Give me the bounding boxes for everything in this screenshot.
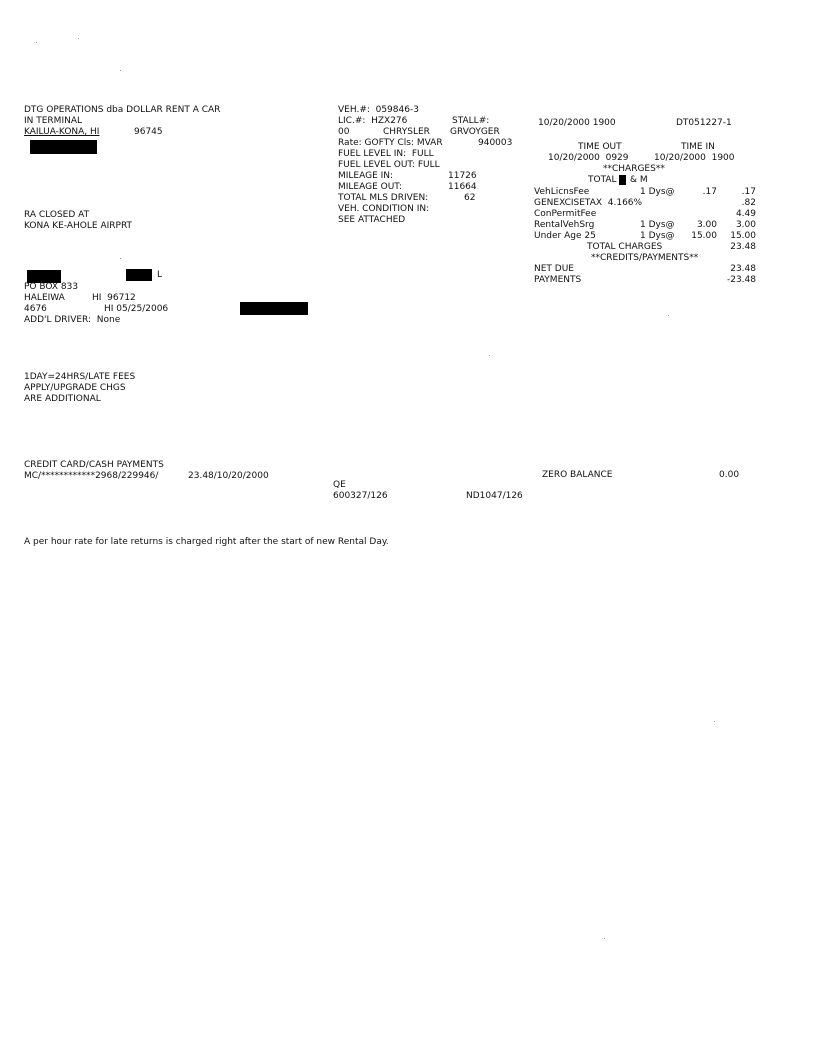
company-city: KAILUA-KONA, HI [24, 127, 100, 137]
charge-row [534, 220, 756, 231]
charge-rate: 3.00 [696, 220, 717, 230]
charge-qty: 1 Dys@ [640, 231, 675, 241]
scan-speck [489, 355, 490, 356]
charge-amount: .17 [741, 187, 756, 197]
scan-speck [604, 938, 605, 939]
payments-row [534, 275, 756, 286]
total-tm-label-suffix: & M [630, 175, 648, 185]
rate-code: 940003 [478, 138, 513, 148]
stall-number: STALL#: [452, 116, 490, 126]
scan-speck [120, 70, 121, 71]
mileage-out-label: MILEAGE OUT: [338, 182, 402, 192]
renter-initial: L [157, 270, 163, 280]
renter-city: HALEIWA [24, 293, 65, 303]
payments-amount: -23.48 [726, 275, 756, 285]
scan-speck [120, 258, 121, 259]
footer-code: 600327/126 [333, 491, 388, 501]
total-miles-label: TOTAL MLS DRIVEN: [338, 193, 429, 203]
charges-table [534, 187, 756, 286]
mileage-out: 11664 [448, 182, 477, 192]
time-in: 10/20/2000 1900 [654, 153, 735, 163]
charge-row [534, 187, 756, 198]
charge-row [534, 209, 756, 220]
payment-amount-date: 23.48/10/20/2000 [188, 471, 269, 481]
credits-heading: **CREDITS/PAYMENTS** [591, 253, 699, 263]
charge-rate: .17 [702, 187, 717, 197]
charge-label: RentalVehSrg [534, 220, 595, 230]
license-number: LIC.#: HZX276 [338, 116, 408, 126]
charge-amount: .82 [741, 198, 756, 208]
redaction-bar [619, 175, 626, 185]
condition-value: SEE ATTACHED [338, 215, 406, 225]
qe-code: QE [333, 480, 346, 490]
company-location: IN TERMINAL [24, 116, 83, 126]
charge-qty: 1 Dys@ [640, 187, 675, 197]
total-miles: 62 [464, 193, 476, 203]
terms-line: ARE ADDITIONAL [24, 394, 101, 404]
condition-label: VEH. CONDITION IN: [338, 204, 430, 214]
mileage-in-label: MILEAGE IN: [338, 171, 394, 181]
charge-label: ConPermitFee [534, 209, 597, 219]
payments-heading: CREDIT CARD/CASH PAYMENTS [24, 460, 164, 470]
time-out: 10/20/2000 0929 [548, 153, 629, 163]
payments-label: PAYMENTS [534, 275, 582, 285]
renter-address: PO BOX 833 [24, 282, 79, 292]
charge-label: GENEXCISETAX 4.166% [534, 198, 643, 208]
company-name: DTG OPERATIONS dba DOLLAR RENT A CAR [24, 105, 221, 115]
time-out-label: TIME OUT [578, 142, 622, 152]
rate-class: Rate: GOFTY Cls: MVAR [338, 138, 443, 148]
time-in-label: TIME IN [681, 142, 715, 152]
renter-id-prefix: 4676 [24, 304, 47, 314]
ra-closed-label: RA CLOSED AT [24, 210, 90, 220]
total-tm-label: TOTAL [588, 175, 617, 185]
charge-rate: 15.00 [691, 231, 717, 241]
redaction-bar [30, 140, 97, 154]
terms-line: APPLY/UPGRADE CHGS [24, 383, 126, 393]
late-return-notice: A per hour rate for late returns is charged right after the start of new Rental Day. [24, 537, 389, 547]
charge-amount: 15.00 [730, 231, 756, 241]
redaction-bar [126, 269, 152, 281]
fuel-in: FUEL LEVEL IN: FULL [338, 149, 434, 159]
footer-code: ND1047/126 [466, 491, 523, 501]
vehicle-number: VEH.#: 059846-3 [338, 105, 419, 115]
charge-label: VehLicnsFee [534, 187, 590, 197]
additional-driver: ADD'L DRIVER: None [24, 315, 121, 325]
charge-row [534, 198, 756, 209]
ra-number: DT051227-1 [676, 118, 732, 128]
charge-amount: 4.49 [735, 209, 756, 219]
total-charges-label: TOTAL CHARGES [587, 242, 663, 252]
zero-balance-amount: 0.00 [719, 470, 740, 480]
ra-closed-location: KONA KE-AHOLE AIRPRT [24, 221, 133, 231]
net-due-label: NET DUE [534, 264, 574, 274]
rental-date-time: 10/20/2000 1900 [538, 118, 616, 128]
terms-line: 1DAY=24HRS/LATE FEES [24, 372, 136, 382]
renter-state-zip: HI 96712 [92, 293, 136, 303]
charge-qty: 1 Dys@ [640, 220, 675, 230]
net-due-row [534, 264, 756, 275]
scan-speck [668, 315, 669, 316]
card-number: MC/************2968/229946/ [24, 471, 159, 481]
redaction-bar [240, 302, 308, 315]
company-zip: 96745 [134, 127, 163, 137]
scan-speck [714, 721, 715, 722]
net-due-amount: 23.48 [730, 264, 756, 274]
scan-speck [36, 42, 37, 43]
credits-heading-row [534, 253, 756, 264]
mileage-in: 11726 [448, 171, 477, 181]
renter-id-expiry: HI 05/25/2006 [104, 304, 169, 314]
charges-heading: **CHARGES** [603, 164, 665, 174]
total-charges-row [534, 242, 756, 253]
charge-amount: 3.00 [735, 220, 756, 230]
vehicle-line-code: 00 [338, 127, 350, 137]
charge-row [534, 231, 756, 242]
scan-speck [78, 38, 79, 39]
fuel-out: FUEL LEVEL OUT: FULL [338, 160, 440, 170]
charge-label: Under Age 25 [534, 231, 596, 241]
zero-balance-label: ZERO BALANCE [542, 470, 613, 480]
vehicle-make: CHRYSLER [383, 127, 430, 137]
vehicle-model: GRVOYGER [450, 127, 500, 137]
total-charges-amount: 23.48 [730, 242, 756, 252]
